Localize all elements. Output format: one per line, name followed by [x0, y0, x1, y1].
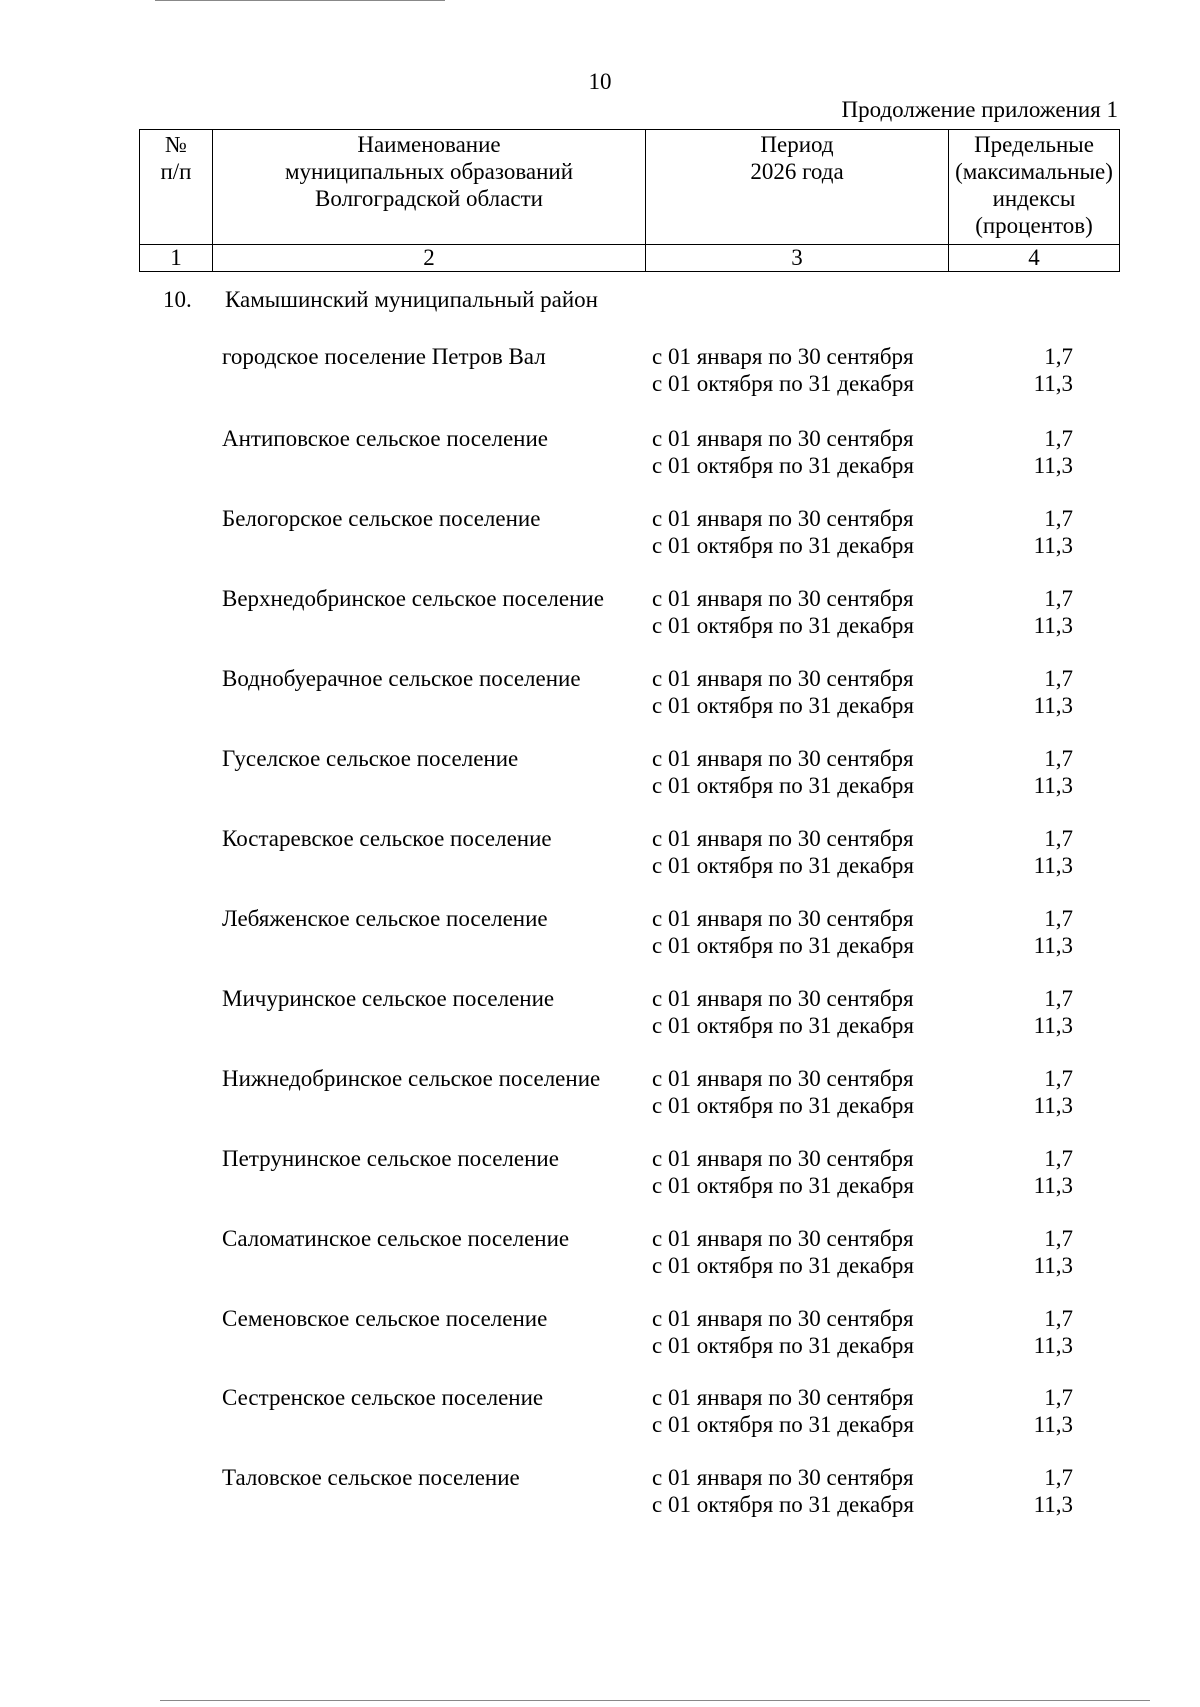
period-second: с 01 октября по 31 декабря [652, 453, 914, 478]
period-first: с 01 января по 30 сентября [652, 666, 914, 691]
period-second: с 01 октября по 31 декабря [652, 773, 914, 798]
period-first: с 01 января по 30 сентября [652, 986, 914, 1011]
page-number: 10 [588, 69, 612, 94]
index-second: 11,3 [1033, 453, 1073, 478]
period-first: с 01 января по 30 сентября [652, 506, 914, 531]
table-header [139, 129, 1120, 272]
index-second: 11,3 [1033, 693, 1073, 718]
period-second: с 01 октября по 31 декабря [652, 1013, 914, 1038]
index-first: 1,7 [1044, 1226, 1073, 1251]
settlement-name: городское поселение Петров Вал [222, 344, 546, 369]
period-second: с 01 октября по 31 декабря [652, 1412, 914, 1437]
settlement-entry [0, 1384, 1200, 1440]
index-second: 11,3 [1033, 1253, 1073, 1278]
column-number: 2 [213, 245, 646, 272]
index-first: 1,7 [1044, 986, 1073, 1011]
settlement-name: Мичуринское сельское поселение [222, 986, 555, 1011]
index-second: 11,3 [1033, 613, 1073, 638]
index-first: 1,7 [1044, 826, 1073, 851]
index-second: 11,3 [1033, 1333, 1073, 1358]
period-second: с 01 октября по 31 декабря [652, 1173, 914, 1198]
index-second: 11,3 [1033, 1492, 1073, 1517]
column-number: 4 [949, 245, 1120, 272]
period-first: с 01 января по 30 сентября [652, 344, 914, 369]
settlement-name: Таловское сельское поселение [222, 1465, 520, 1490]
settlement-entry [0, 1145, 1200, 1201]
settlement-name: Нижнедобринское сельское поселение [222, 1066, 601, 1091]
period-first: с 01 января по 30 сентября [652, 826, 914, 851]
period-second: с 01 октября по 31 декабря [652, 371, 914, 396]
district-name: Камышинский муниципальный район [225, 287, 598, 312]
settlement-entry [0, 505, 1200, 561]
settlement-entry [0, 905, 1200, 961]
index-first: 1,7 [1044, 426, 1073, 451]
period-second: с 01 октября по 31 декабря [652, 933, 914, 958]
period-first: с 01 января по 30 сентября [652, 1385, 914, 1410]
header-col-number: № п/п [140, 130, 213, 245]
index-first: 1,7 [1044, 906, 1073, 931]
column-number: 3 [646, 245, 949, 272]
index-first: 1,7 [1044, 1306, 1073, 1331]
period-first: с 01 января по 30 сентября [652, 1066, 914, 1091]
period-first: с 01 января по 30 сентября [652, 1306, 914, 1331]
period-second: с 01 октября по 31 декабря [652, 1253, 914, 1278]
settlement-entry [0, 825, 1200, 881]
period-first: с 01 января по 30 сентября [652, 426, 914, 451]
header-row [140, 130, 1120, 245]
period-first: с 01 января по 30 сентября [652, 586, 914, 611]
header-col-period: Период 2026 года [646, 130, 949, 245]
settlement-name: Семеновское сельское поселение [222, 1306, 548, 1331]
index-first: 1,7 [1044, 1385, 1073, 1410]
period-first: с 01 января по 30 сентября [652, 1465, 914, 1490]
settlement-entry [0, 745, 1200, 801]
period-second: с 01 октября по 31 декабря [652, 1333, 914, 1358]
index-second: 11,3 [1033, 533, 1073, 558]
settlement-name: Гуселское сельское поселение [222, 746, 519, 771]
index-second: 11,3 [1033, 1412, 1073, 1437]
scan-edge-bottom [160, 1700, 1150, 1701]
header-col-index: Предельные (максимальные) индексы (процентов) [949, 130, 1120, 245]
index-second: 11,3 [1033, 1093, 1073, 1118]
appendix-continuation-note: Продолжение приложения 1 [841, 97, 1118, 122]
period-second: с 01 октября по 31 декабря [652, 1492, 914, 1517]
index-second: 11,3 [1033, 371, 1073, 396]
settlement-name: Антиповское сельское поселение [222, 426, 548, 451]
index-first: 1,7 [1044, 1465, 1073, 1490]
period-second: с 01 октября по 31 декабря [652, 613, 914, 638]
period-second: с 01 октября по 31 декабря [652, 1093, 914, 1118]
index-first: 1,7 [1044, 746, 1073, 771]
settlement-name: Воднобуерачное сельское поселение [222, 666, 581, 691]
index-second: 11,3 [1033, 1013, 1073, 1038]
settlement-entry [0, 665, 1200, 721]
column-number: 1 [140, 245, 213, 272]
settlement-entry [0, 343, 1200, 399]
index-first: 1,7 [1044, 666, 1073, 691]
settlement-name: Белогорское сельское поселение [222, 506, 541, 531]
period-second: с 01 октября по 31 декабря [652, 533, 914, 558]
index-first: 1,7 [1044, 506, 1073, 531]
index-first: 1,7 [1044, 344, 1073, 369]
settlement-name: Костаревское сельское поселение [222, 826, 552, 851]
period-first: с 01 января по 30 сентября [652, 906, 914, 931]
settlement-entry [0, 1225, 1200, 1281]
header-col-name: Наименование муниципальных образований Волгоградской области [213, 130, 646, 245]
index-second: 11,3 [1033, 1173, 1073, 1198]
settlement-entry [0, 425, 1200, 481]
index-first: 1,7 [1044, 1146, 1073, 1171]
settlement-name: Лебяженское сельское поселение [222, 906, 548, 931]
settlement-entry [0, 985, 1200, 1041]
period-second: с 01 октября по 31 декабря [652, 693, 914, 718]
period-second: с 01 октября по 31 декабря [652, 853, 914, 878]
index-second: 11,3 [1033, 933, 1073, 958]
scan-edge-top [155, 0, 445, 1]
settlement-entry [0, 1065, 1200, 1121]
period-first: с 01 января по 30 сентября [652, 746, 914, 771]
period-first: с 01 января по 30 сентября [652, 1146, 914, 1171]
settlement-name: Саломатинское сельское поселение [222, 1226, 570, 1251]
index-first: 1,7 [1044, 1066, 1073, 1091]
index-second: 11,3 [1033, 773, 1073, 798]
settlement-entry [0, 1305, 1200, 1361]
settlement-entry [0, 1464, 1200, 1520]
column-number-row [140, 245, 1120, 272]
settlement-entry [0, 585, 1200, 641]
settlement-name: Петрунинское сельское поселение [222, 1146, 559, 1171]
index-first: 1,7 [1044, 586, 1073, 611]
period-first: с 01 января по 30 сентября [652, 1226, 914, 1251]
district-number: 10. [163, 287, 192, 312]
settlement-name: Верхнедобринское сельское поселение [222, 586, 604, 611]
settlement-name: Сестренское сельское поселение [222, 1385, 544, 1410]
index-second: 11,3 [1033, 853, 1073, 878]
